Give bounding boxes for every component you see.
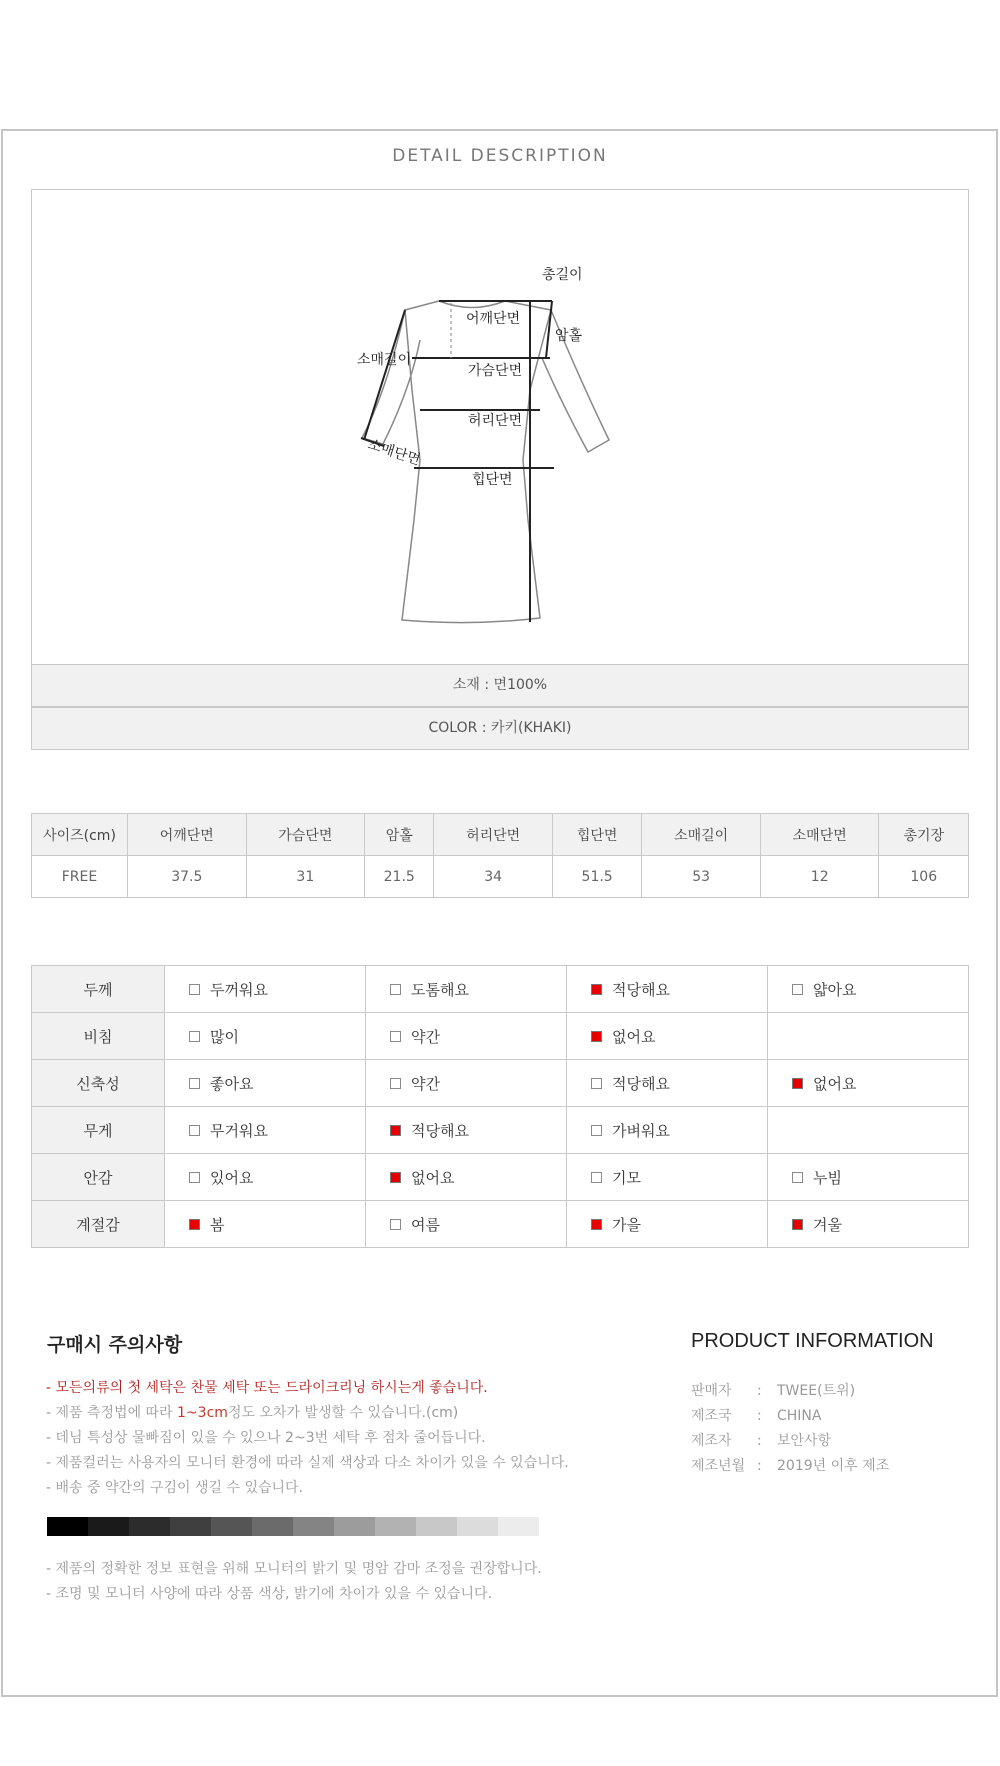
product-info-list <box>691 1379 889 1479</box>
product-info-sep: : <box>757 1433 762 1449</box>
unchecked-box-icon <box>189 1031 200 1042</box>
feel-option <box>366 966 567 1013</box>
unchecked-box-icon <box>390 984 401 995</box>
size-header-cell: 가슴단면 <box>246 814 365 856</box>
checked-box-icon <box>792 1078 803 1089</box>
color-row: COLOR : 카키(KHAKI) <box>31 707 969 750</box>
feel-option-label: 적당해요 <box>612 980 670 999</box>
feel-option-label: 많이 <box>210 1027 239 1046</box>
feel-option <box>366 1154 567 1201</box>
notice-item: - 데님 특성상 물빠짐이 있을 수 있으나 2~3번 세탁 후 점차 줄어듭니다. <box>46 1430 486 1446</box>
label-sleeve-width: 소매단면 <box>365 436 423 469</box>
product-info-key: 제조년월 <box>691 1458 746 1474</box>
feel-option-label: 도톰해요 <box>411 980 469 999</box>
feel-option-label: 여름 <box>411 1215 440 1234</box>
feel-option-label: 겨울 <box>813 1215 842 1234</box>
size-cell: FREE <box>32 856 128 898</box>
feel-option <box>768 1060 969 1107</box>
feel-option <box>768 1107 969 1154</box>
product-info-row <box>691 1429 889 1454</box>
sleeve-length-line <box>364 310 405 440</box>
feel-option-label: 없어요 <box>612 1027 656 1046</box>
gray-swatch <box>252 1517 293 1536</box>
size-cell: 53 <box>642 856 761 898</box>
feel-option <box>366 1060 567 1107</box>
feel-option-label: 가을 <box>612 1215 641 1234</box>
feel-label: 안감 <box>32 1154 165 1201</box>
product-info-row <box>691 1404 889 1429</box>
unchecked-box-icon <box>591 1125 602 1136</box>
gray-swatch <box>334 1517 375 1536</box>
table-row <box>32 1154 969 1201</box>
notice-item: - 모든의류의 첫 세탁은 찬물 세탁 또는 드라이크리닝 하시는게 좋습니다. <box>46 1380 488 1396</box>
product-info-row <box>691 1454 889 1479</box>
feel-option-label: 약간 <box>411 1027 440 1046</box>
size-table-header <box>32 814 969 856</box>
size-header-cell: 소매단면 <box>760 814 879 856</box>
feel-option <box>366 1201 567 1248</box>
notice-item: - 제품컬러는 사용자의 모니터 환경에 따라 실제 색상과 다소 차이가 있을 수 있습니다. <box>46 1455 569 1471</box>
gray-swatch <box>416 1517 457 1536</box>
product-info-value: CHINA <box>777 1408 822 1424</box>
gamma-notice-list <box>46 1557 542 1607</box>
size-header-cell: 허리단면 <box>434 814 553 856</box>
feel-option-label: 없어요 <box>813 1074 857 1093</box>
size-cell: 21.5 <box>365 856 434 898</box>
size-header-cell: 총기장 <box>879 814 969 856</box>
table-row <box>32 1107 969 1154</box>
unchecked-box-icon <box>189 1125 200 1136</box>
feel-table <box>31 965 969 1248</box>
label-total-length: 총길이 <box>542 267 583 283</box>
product-info-value: 보안사항 <box>777 1433 832 1449</box>
size-cell: 37.5 <box>128 856 247 898</box>
feel-option-label: 있어요 <box>210 1168 254 1187</box>
checked-box-icon <box>591 984 602 995</box>
feel-option-label: 약간 <box>411 1074 440 1093</box>
label-sleeve-length: 소매길이 <box>357 352 412 368</box>
notice-item: - 배송 중 약간의 구김이 생길 수 있습니다. <box>46 1480 304 1496</box>
size-header-cell: 어깨단면 <box>128 814 247 856</box>
table-row <box>32 1060 969 1107</box>
product-info-key: 판매자 <box>691 1383 732 1399</box>
table-row <box>32 856 969 898</box>
table-row <box>32 966 969 1013</box>
feel-option <box>567 1060 768 1107</box>
size-cell: 34 <box>434 856 553 898</box>
checked-box-icon <box>591 1031 602 1042</box>
measure-lines <box>361 301 554 622</box>
gray-swatch <box>457 1517 498 1536</box>
unchecked-box-icon <box>189 984 200 995</box>
label-armhole: 암홀 <box>555 328 583 344</box>
feel-option-label: 적당해요 <box>612 1074 670 1093</box>
feel-option <box>165 1060 366 1107</box>
checked-box-icon <box>390 1172 401 1183</box>
notice-list <box>46 1376 569 1501</box>
size-diagram <box>31 189 969 664</box>
feel-option-label: 누빔 <box>813 1168 842 1187</box>
feel-option <box>768 1154 969 1201</box>
size-cell: 106 <box>879 856 969 898</box>
feel-option <box>165 1154 366 1201</box>
gray-swatch <box>498 1517 539 1536</box>
material-row: 소재 : 면100% <box>31 664 969 707</box>
product-info-sep: : <box>757 1458 762 1474</box>
feel-option <box>366 1013 567 1060</box>
feel-option-label: 얇아요 <box>813 980 857 999</box>
notice-highlight: 1~3cm <box>177 1405 228 1421</box>
gray-swatch <box>211 1517 252 1536</box>
unchecked-box-icon <box>591 1172 602 1183</box>
unchecked-box-icon <box>390 1219 401 1230</box>
gray-swatch <box>88 1517 129 1536</box>
gray-swatch <box>170 1517 211 1536</box>
unchecked-box-icon <box>390 1031 401 1042</box>
product-info-sep: : <box>757 1383 762 1399</box>
feel-option <box>366 1107 567 1154</box>
feel-label: 비침 <box>32 1013 165 1060</box>
feel-option-label: 적당해요 <box>411 1121 469 1140</box>
feel-option <box>768 966 969 1013</box>
checked-box-icon <box>390 1125 401 1136</box>
product-info-key: 제조자 <box>691 1433 732 1449</box>
feel-label: 신축성 <box>32 1060 165 1107</box>
product-info-sep: : <box>757 1408 762 1424</box>
table-row <box>32 1201 969 1248</box>
gray-scale-bar <box>47 1517 539 1536</box>
unchecked-box-icon <box>189 1078 200 1089</box>
gray-swatch <box>375 1517 416 1536</box>
feel-option-label: 기모 <box>612 1168 641 1187</box>
feel-option <box>768 1201 969 1248</box>
feel-option <box>567 1201 768 1248</box>
feel-option-label: 무거워요 <box>210 1121 268 1140</box>
unchecked-box-icon <box>591 1078 602 1089</box>
size-header-cell: 힙단면 <box>552 814 641 856</box>
label-chest: 가슴단면 <box>468 363 523 379</box>
notice-text: 정도 오차가 발생할 수 있습니다.(cm) <box>227 1405 459 1421</box>
checked-box-icon <box>591 1219 602 1230</box>
notice-item <box>46 1401 569 1426</box>
gamma-item: - 제품의 정확한 정보 표현을 위해 모니터의 밝기 및 명암 감마 조정을 권장합니다. <box>46 1561 542 1577</box>
unchecked-box-icon <box>189 1172 200 1183</box>
size-table <box>31 813 969 898</box>
feel-option-label: 두꺼워요 <box>210 980 268 999</box>
notice-title: 구매시 주의사항 <box>47 1334 183 1356</box>
feel-option <box>567 1107 768 1154</box>
feel-option <box>165 966 366 1013</box>
dress-illustration <box>32 190 970 665</box>
size-cell: 12 <box>760 856 879 898</box>
label-hip: 힙단면 <box>472 472 513 488</box>
feel-option <box>165 1201 366 1248</box>
feel-label: 무게 <box>32 1107 165 1154</box>
label-waist: 허리단면 <box>468 413 523 429</box>
feel-option-label: 봄 <box>210 1215 225 1234</box>
feel-option <box>165 1107 366 1154</box>
feel-option-label: 가벼워요 <box>612 1121 670 1140</box>
section-heading: DETAIL DESCRIPTION <box>392 146 608 166</box>
checked-box-icon <box>189 1219 200 1230</box>
unchecked-box-icon <box>792 1172 803 1183</box>
feel-option <box>165 1013 366 1060</box>
feel-label: 두께 <box>32 966 165 1013</box>
feel-option <box>567 1154 768 1201</box>
product-info-value: 2019년 이후 제조 <box>777 1458 890 1474</box>
product-info-title: PRODUCT INFORMATION <box>691 1330 934 1352</box>
table-row <box>32 1013 969 1060</box>
product-info-value: TWEE(트위) <box>777 1383 856 1399</box>
feel-option <box>768 1013 969 1060</box>
size-header-cell: 사이즈(cm) <box>32 814 128 856</box>
feel-option-label: 좋아요 <box>210 1074 254 1093</box>
feel-option <box>567 966 768 1013</box>
gray-swatch <box>47 1517 88 1536</box>
size-header-cell: 소매길이 <box>642 814 761 856</box>
size-cell: 51.5 <box>552 856 641 898</box>
gray-swatch <box>293 1517 334 1536</box>
notice-text: - 제품 측정법에 따라 <box>46 1405 178 1421</box>
gray-swatch <box>129 1517 170 1536</box>
gamma-item: - 조명 및 모니터 사양에 따라 상품 색상, 밝기에 차이가 있을 수 있습니다. <box>46 1586 493 1602</box>
unchecked-box-icon <box>390 1078 401 1089</box>
product-info-key: 제조국 <box>691 1408 732 1424</box>
product-info-row <box>691 1379 889 1404</box>
checked-box-icon <box>792 1219 803 1230</box>
size-cell: 31 <box>246 856 365 898</box>
label-shoulder: 어깨단면 <box>466 311 521 327</box>
feel-option-label: 없어요 <box>411 1168 455 1187</box>
feel-option <box>567 1013 768 1060</box>
unchecked-box-icon <box>792 984 803 995</box>
feel-label: 계절감 <box>32 1201 165 1248</box>
size-header-cell: 암홀 <box>365 814 434 856</box>
